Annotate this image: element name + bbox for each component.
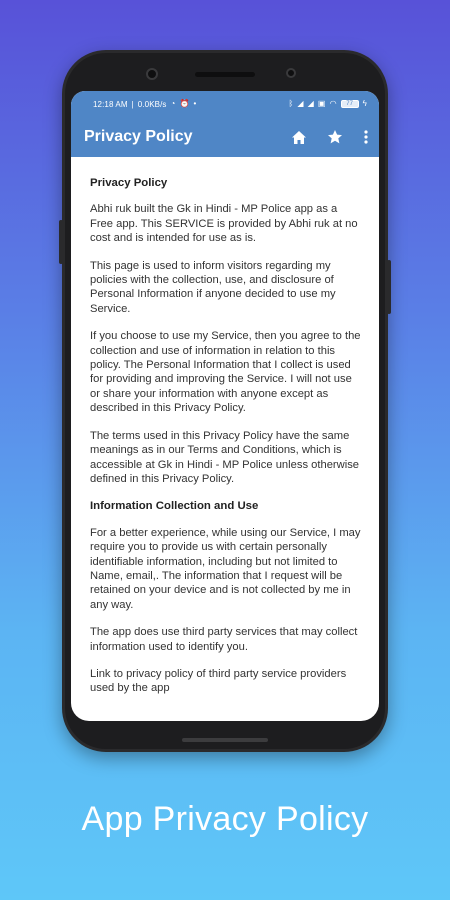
policy-paragraph: The app does use third party services that may collect information used to identify you. [90, 626, 358, 653]
policy-paragraph: If you choose to use my Service, then you agree to the collection and use of information in relation to this policy. The Personal Information that I collect is used for providing and improving the Service. I will not use or share your information with anyone except as described in this Privacy Policy. [90, 330, 361, 415]
policy-paragraph: Abhi ruk built the Gk in Hindi - MP Police app as a Free app. This SERVICE is provided by Abhi ruk at no cost and is intended for use as is. [90, 203, 358, 245]
network-speed: 0.0KB/s [137, 99, 167, 109]
promo-caption: App Privacy Policy [81, 800, 369, 838]
phone-chin [182, 738, 268, 742]
section-heading: Information Collection and Use [90, 500, 259, 513]
policy-content[interactable] [71, 157, 379, 696]
policy-paragraph: This page is used to inform visitors regarding my policies with the collection, use, and disclosure of Personal Information if anyone decided to use my Service. [90, 259, 336, 315]
signal-icon-2: ◢ [307, 99, 314, 108]
status-time: 12:18 AM [93, 99, 128, 109]
front-camera-icon [146, 68, 158, 80]
home-icon[interactable] [291, 130, 307, 145]
wifi-icon: ◠ [329, 99, 337, 108]
app-bar [71, 117, 379, 157]
bluetooth-icon: ᛒ [288, 99, 294, 108]
power-button [387, 260, 391, 314]
policy-paragraph: For a better experience, while using our Service, I may require you to provide us with certain personally identifiable information, including but not limited to Name, email,. The information that I request will be retained on your device and is not collected by me in any way. [90, 526, 361, 611]
volume-button [59, 220, 63, 264]
dot-icon: • [193, 99, 197, 108]
policy-heading: Privacy Policy [90, 177, 168, 189]
sensor-icon [286, 68, 296, 78]
sim-icon: ▣ [317, 99, 326, 108]
signal-icon: ◢ [297, 99, 304, 108]
star-icon[interactable] [327, 129, 343, 145]
page-title: Privacy Policy [84, 128, 193, 145]
charging-icon: ϟ [362, 99, 367, 108]
status-bar: 12:18 AM | 0.0KB/s ◔ ⏰ • ᛒ ◢ ◢ ▣ ◠ 77 ϟ [71, 91, 379, 117]
third-party-link-text: Link to privacy policy of third party service providers used by the app [90, 667, 347, 695]
policy-paragraph: The terms used in this Privacy Policy have the same meanings as in our Terms and Conditions, which is accessible at Gk in Hindi - MP Police unless otherwise defined in this Privacy Policy. [90, 429, 360, 485]
earpiece-speaker [195, 72, 255, 77]
phone-screen [71, 91, 379, 721]
notification-icon: ◔ [170, 99, 176, 108]
more-vert-icon[interactable] [363, 129, 369, 145]
alarm-icon: ⏰ [179, 99, 190, 108]
battery-icon: 77 [341, 100, 359, 108]
